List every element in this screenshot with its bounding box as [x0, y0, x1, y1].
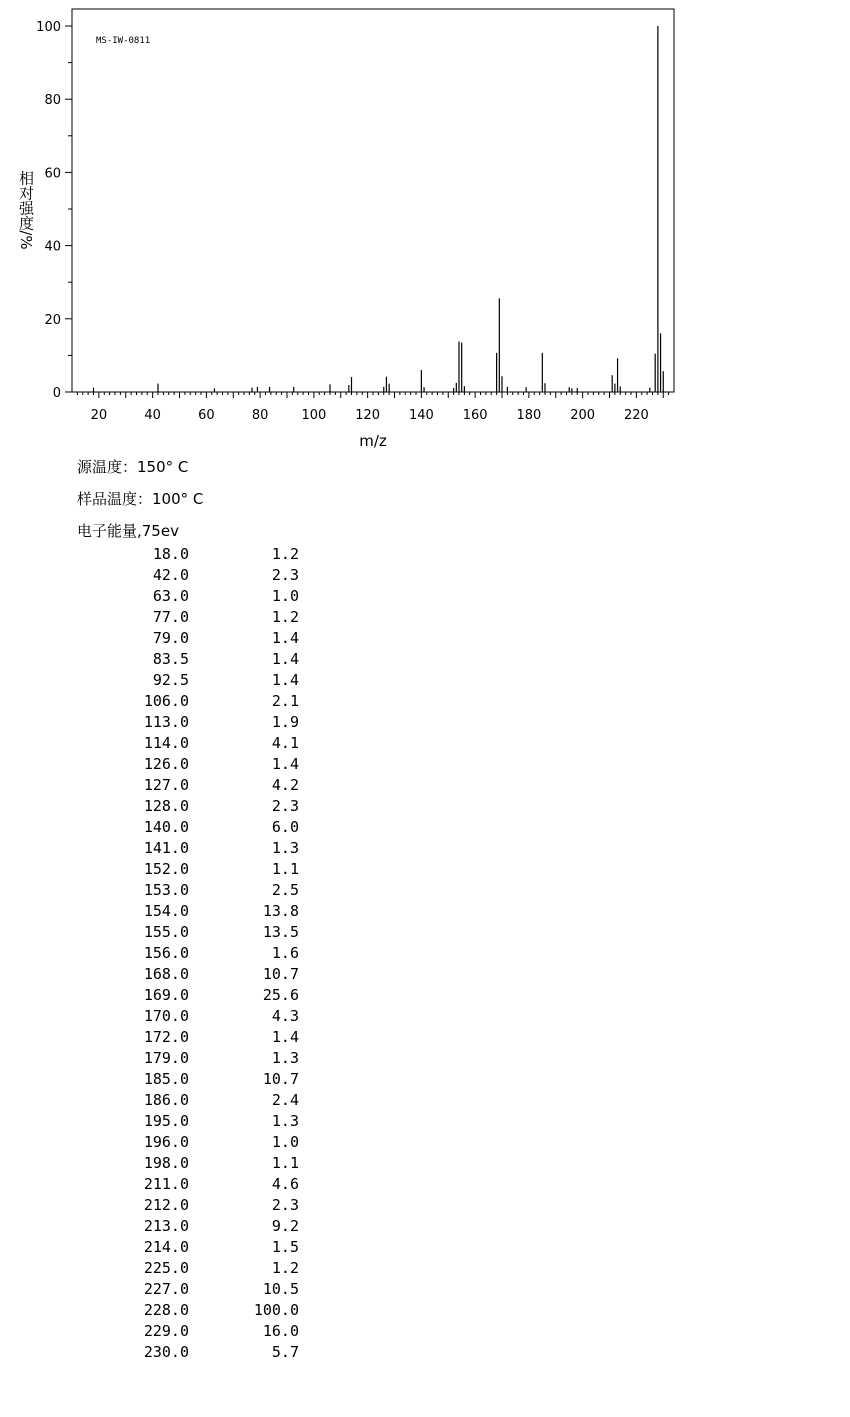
peak-mz: 83.5 — [152, 650, 189, 668]
peak-abundance: 1.2 — [271, 608, 299, 626]
y-tick-label: 0 — [52, 386, 61, 401]
table-row — [66, 628, 299, 649]
x-tick-label: 120 — [355, 408, 381, 423]
peak-abundance: 1.3 — [271, 1049, 299, 1067]
table-row — [66, 838, 299, 859]
peak-mz: 168.0 — [143, 965, 189, 983]
peak-abundance: 1.4 — [271, 629, 299, 647]
table-row — [66, 607, 299, 628]
y-tick-label: 100 — [36, 20, 61, 35]
peak-mz: 106.0 — [143, 692, 189, 710]
table-row — [66, 1321, 299, 1342]
peak-abundance: 2.3 — [271, 797, 299, 815]
table-row — [66, 859, 299, 880]
table-row — [66, 964, 299, 985]
peak-mz: 92.5 — [152, 671, 189, 689]
peak-mz: 18.0 — [152, 545, 189, 563]
peak-mz: 140.0 — [143, 818, 189, 836]
peak-abundance: 100.0 — [253, 1301, 299, 1319]
table-row — [66, 1048, 299, 1069]
peak-mz: 152.0 — [143, 860, 189, 878]
table-row — [66, 544, 299, 565]
peak-abundance: 2.3 — [271, 1196, 299, 1214]
table-row — [66, 754, 299, 775]
peak-abundance: 5.7 — [271, 1343, 299, 1361]
table-row — [66, 733, 299, 754]
peak-mz: 214.0 — [143, 1238, 189, 1256]
peak-mz: 169.0 — [143, 986, 189, 1004]
table-row — [66, 691, 299, 712]
source-temperature: 源温度：150° C — [77, 458, 189, 476]
peak-mz: 227.0 — [143, 1280, 189, 1298]
peak-mz: 114.0 — [143, 734, 189, 752]
peak-abundance: 13.5 — [262, 923, 299, 941]
peak-abundance: 1.1 — [271, 860, 299, 878]
x-tick-label: 60 — [198, 408, 215, 423]
peak-abundance: 9.2 — [271, 1217, 299, 1235]
peak-mz: 63.0 — [152, 587, 189, 605]
peak-abundance: 1.3 — [271, 1112, 299, 1130]
peak-abundance: 6.0 — [271, 818, 299, 836]
table-row — [66, 1153, 299, 1174]
table-row — [66, 712, 299, 733]
peak-mz: 212.0 — [143, 1196, 189, 1214]
table-row — [66, 1111, 299, 1132]
table-row — [66, 985, 299, 1006]
spectrum-bars — [94, 26, 664, 392]
table-row — [66, 922, 299, 943]
y-tick-label: 20 — [44, 312, 61, 328]
x-tick-label: 180 — [516, 408, 542, 423]
peak-mz: 186.0 — [143, 1091, 189, 1109]
peak-mz: 179.0 — [143, 1049, 189, 1067]
table-row — [66, 880, 299, 901]
peak-abundance: 10.5 — [262, 1280, 299, 1298]
table-row — [66, 775, 299, 796]
peak-mz: 128.0 — [143, 797, 189, 815]
peak-mz: 228.0 — [143, 1301, 189, 1319]
peak-mz: 79.0 — [152, 629, 189, 647]
table-row — [66, 943, 299, 964]
table-row — [66, 1090, 299, 1111]
peak-abundance: 10.7 — [262, 965, 299, 983]
table-row — [66, 1006, 299, 1027]
peak-mz: 126.0 — [143, 755, 189, 773]
sample-temperature: 样品温度：100° C — [77, 490, 204, 508]
peak-mz: 154.0 — [143, 902, 189, 920]
peak-abundance: 1.3 — [271, 839, 299, 857]
peak-abundance: 2.4 — [271, 1091, 299, 1109]
peak-mz: 42.0 — [152, 566, 189, 584]
table-row — [66, 649, 299, 670]
peak-abundance: 2.5 — [271, 881, 299, 899]
peak-mz: 195.0 — [143, 1112, 189, 1130]
peak-abundance: 1.1 — [271, 1154, 299, 1172]
peak-abundance: 1.0 — [271, 1133, 299, 1151]
peak-mz: 211.0 — [143, 1175, 189, 1193]
peak-abundance: 1.0 — [271, 587, 299, 605]
table-row — [66, 1237, 299, 1258]
table-row — [66, 1258, 299, 1279]
axis-ticks — [36, 20, 668, 423]
x-axis-label: m/z — [359, 432, 387, 450]
peak-mz: 230.0 — [143, 1343, 189, 1361]
peak-abundance: 2.1 — [271, 692, 299, 710]
peak-mz: 170.0 — [143, 1007, 189, 1025]
peak-mz: 196.0 — [143, 1133, 189, 1151]
table-row — [66, 1027, 299, 1048]
peak-abundance: 1.9 — [271, 713, 299, 731]
table-row — [66, 1342, 299, 1363]
x-tick-label: 80 — [251, 408, 269, 423]
table-row — [66, 1279, 299, 1300]
chart-title: MS-IW-0811 — [96, 36, 151, 46]
peak-mz: 172.0 — [143, 1028, 189, 1046]
table-row — [66, 1132, 299, 1153]
plot-frame — [72, 9, 674, 392]
peak-abundance: 4.1 — [271, 734, 299, 752]
x-tick-label: 140 — [408, 408, 434, 423]
peak-abundance: 1.4 — [271, 755, 299, 773]
peak-abundance: 1.2 — [271, 1259, 299, 1277]
peak-mz: 141.0 — [143, 839, 189, 857]
peak-mz: 113.0 — [143, 713, 189, 731]
peak-mz: 153.0 — [143, 881, 189, 899]
peak-abundance: 2.3 — [271, 566, 299, 584]
table-row — [66, 586, 299, 607]
peak-abundance: 16.0 — [262, 1322, 299, 1340]
peak-mz: 225.0 — [143, 1259, 189, 1277]
table-row — [66, 1216, 299, 1237]
peak-abundance: 1.6 — [271, 944, 299, 962]
peak-mz: 77.0 — [152, 608, 189, 626]
y-axis-label: 相对强度/% — [17, 170, 35, 250]
peak-table — [66, 544, 299, 1363]
mass-spectrum-chart — [0, 0, 850, 460]
table-row — [66, 1174, 299, 1195]
table-row — [66, 1300, 299, 1321]
peak-abundance: 13.8 — [262, 902, 299, 920]
peak-abundance: 4.6 — [271, 1175, 299, 1193]
peak-abundance: 1.4 — [271, 650, 299, 668]
peak-mz: 127.0 — [143, 776, 189, 794]
x-tick-label: 220 — [623, 408, 649, 423]
table-row — [66, 1195, 299, 1216]
x-tick-label: 40 — [144, 408, 161, 423]
table-row — [66, 796, 299, 817]
x-tick-label: 100 — [301, 408, 327, 423]
peak-mz: 156.0 — [143, 944, 189, 962]
peak-mz: 213.0 — [143, 1217, 189, 1235]
peak-abundance: 1.5 — [271, 1238, 299, 1256]
x-tick-label: 160 — [462, 408, 488, 423]
y-tick-label: 80 — [44, 93, 61, 109]
electron-energy: 电子能量,75ev — [77, 522, 179, 540]
y-tick-label: 40 — [44, 239, 61, 255]
x-tick-label: 200 — [570, 408, 596, 423]
table-row — [66, 817, 299, 838]
peak-abundance: 1.2 — [271, 545, 299, 563]
table-row — [66, 1069, 299, 1090]
peak-abundance: 4.3 — [271, 1007, 299, 1025]
peak-abundance: 1.4 — [271, 1028, 299, 1046]
y-tick-label: 60 — [44, 166, 61, 182]
peak-mz: 229.0 — [143, 1322, 189, 1340]
peak-mz: 198.0 — [143, 1154, 189, 1172]
peak-abundance: 10.7 — [262, 1070, 299, 1088]
peak-mz: 185.0 — [143, 1070, 189, 1088]
peak-mz: 155.0 — [143, 923, 189, 941]
peak-abundance: 1.4 — [271, 671, 299, 689]
peak-abundance: 25.6 — [262, 986, 299, 1004]
table-row — [66, 901, 299, 922]
x-tick-label: 20 — [90, 408, 108, 423]
peak-abundance: 4.2 — [271, 776, 299, 794]
table-row — [66, 565, 299, 586]
table-row — [66, 670, 299, 691]
